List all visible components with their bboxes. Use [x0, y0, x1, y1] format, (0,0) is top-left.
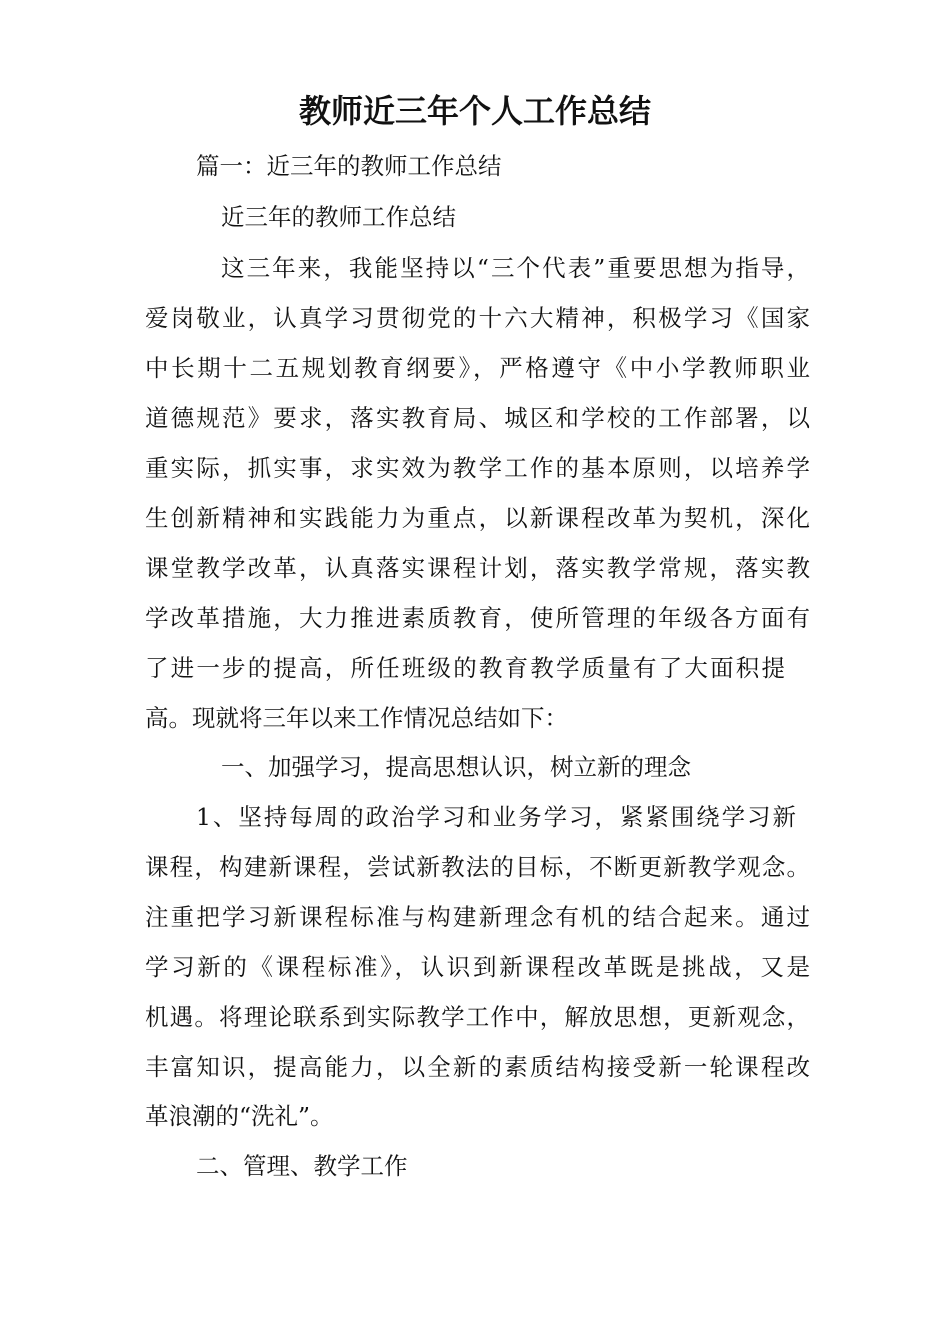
paragraph-line: 学习新的《课程标准》，认识到新课程改革既是挑战，又是: [145, 953, 810, 981]
section-label: 篇一：近三年的教师工作总结: [196, 152, 502, 180]
heading-1: 一、加强学习，提高思想认识，树立新的理念: [221, 753, 691, 781]
paragraph-line: 注重把学习新课程标准与构建新理念有机的结合起来。通过: [145, 903, 810, 931]
heading-2: 二、管理、教学工作: [196, 1152, 408, 1180]
paragraph-line: 高。现就将三年以来工作情况总结如下：: [145, 704, 568, 732]
paragraph-line: 重实际，抓实事，求实效为教学工作的基本原则，以培养学: [145, 454, 810, 482]
paragraph-line: 生创新精神和实践能力为重点，以新课程改革为契机，深化: [145, 504, 810, 532]
paragraph-line: 丰富知识，提高能力，以全新的素质结构接受新一轮课程改: [145, 1053, 810, 1081]
subtitle: 近三年的教师工作总结: [221, 203, 456, 231]
paragraph-line: 1、坚持每周的政治学习和业务学习，紧紧围绕学习新: [196, 803, 796, 831]
paragraph-line: 革浪潮的“洗礼”。: [145, 1102, 334, 1130]
paragraph-line: 课堂教学改革，认真落实课程计划，落实教学常规，落实教: [145, 554, 810, 582]
paragraph-line: 中长期十二五规划教育纲要》，严格遵守《中小学教师职业: [145, 354, 810, 382]
paragraph-line: 课程，构建新课程，尝试新教法的目标，不断更新教学观念。: [145, 853, 810, 881]
paragraph-line: 爱岗敬业，认真学习贯彻党的十六大精神，积极学习《国家: [145, 304, 810, 332]
document-title: 教师近三年个人工作总结: [298, 92, 651, 130]
paragraph-line: 这三年来，我能坚持以“三个代表”重要思想为指导，: [221, 254, 810, 282]
paragraph-line: 机遇。将理论联系到实际教学工作中，解放思想，更新观念，: [145, 1003, 810, 1031]
paragraph-line: 道德规范》要求，落实教育局、城区和学校的工作部署，以: [145, 404, 810, 432]
paragraph-line: 学改革措施，大力推进素质教育，使所管理的年级各方面有: [145, 604, 810, 632]
paragraph-line: 了进一步的提高，所任班级的教育教学质量有了大面积提: [145, 654, 785, 682]
